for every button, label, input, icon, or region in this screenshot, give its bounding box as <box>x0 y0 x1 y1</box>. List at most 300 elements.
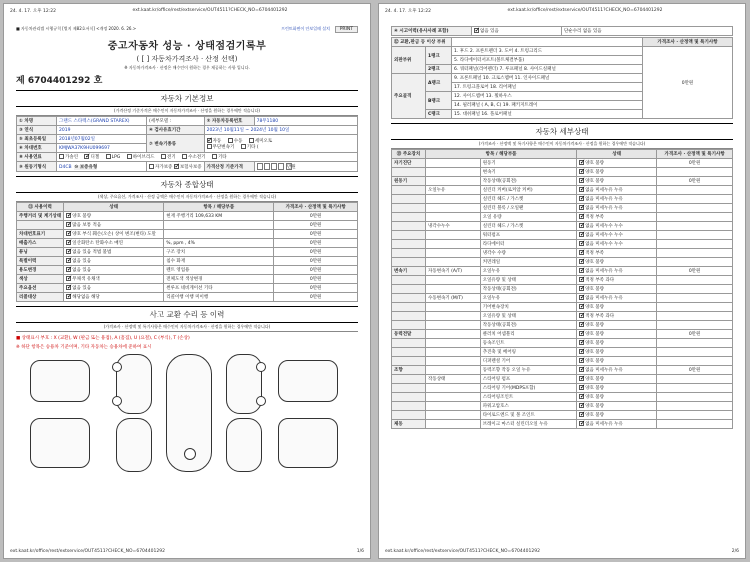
checkbox-checked[interactable] <box>66 231 71 236</box>
row-state-text: 없음 미세누유 누유 <box>585 422 623 427</box>
row-state <box>577 357 657 366</box>
table-row <box>392 330 733 339</box>
row-group <box>392 159 426 168</box>
row-state-text: 양호 불량 <box>585 350 605 355</box>
car-front-view <box>30 360 90 402</box>
price-value: 0만원 <box>688 368 701 373</box>
row-state <box>577 384 657 393</box>
row-item-text: 커먼레일 <box>482 260 501 265</box>
row-price <box>657 240 733 249</box>
row-state-text: 없음 미세누유 누유 <box>585 269 623 274</box>
row-group-text: 원동기 <box>394 179 408 184</box>
row-item <box>480 348 576 357</box>
col-header: 항목 / 해당부품 <box>426 150 577 159</box>
checkbox-checked[interactable] <box>579 169 584 174</box>
row-sub <box>426 204 481 213</box>
checkbox-checked[interactable] <box>174 164 179 169</box>
checkbox-checked[interactable] <box>66 267 71 272</box>
row-price <box>657 168 733 177</box>
checkbox-checked[interactable] <box>66 294 71 299</box>
row-item <box>480 411 576 420</box>
table-row <box>17 293 358 302</box>
checkbox[interactable] <box>182 154 187 159</box>
rank-items: 17. 트렁크플로어 18. 리어패널 <box>452 83 643 92</box>
row-price <box>657 231 733 240</box>
row-state <box>577 321 657 330</box>
row-item-text: 스티어링조인트 <box>482 395 514 400</box>
row-item-text: 렌트 영업용 <box>166 268 190 273</box>
row-group-text: 제동 <box>394 422 403 427</box>
checkbox[interactable] <box>228 138 233 143</box>
row-sub-text: 수동변속기 (M/T) <box>428 296 463 301</box>
row-item <box>480 231 576 240</box>
checkbox-checked[interactable] <box>207 138 212 143</box>
row-state <box>577 276 657 285</box>
row-item <box>480 186 576 195</box>
row-state <box>64 257 164 266</box>
row-group <box>392 420 426 429</box>
row-state <box>64 248 164 257</box>
checkbox-checked[interactable] <box>579 232 584 237</box>
row-price <box>274 257 358 266</box>
row-sub <box>426 240 481 249</box>
row-item <box>480 159 576 168</box>
row-label <box>17 284 64 293</box>
table-row <box>392 294 733 303</box>
row-group <box>392 366 426 375</box>
row-sub <box>426 330 481 339</box>
row-price <box>657 267 733 276</box>
row-sub <box>426 303 481 312</box>
checkbox-checked[interactable] <box>66 249 71 254</box>
checkbox-checked[interactable] <box>579 322 584 327</box>
row-state <box>577 303 657 312</box>
row-group <box>392 258 426 267</box>
form-body <box>16 26 358 478</box>
row-item <box>480 195 576 204</box>
row-label <box>17 239 64 248</box>
row-sub <box>426 393 481 402</box>
page-footer <box>10 549 364 554</box>
reg-no-value: 78무1180 <box>254 117 357 126</box>
checkbox-checked[interactable] <box>579 376 584 381</box>
row-price-text: 0만원 <box>309 232 322 237</box>
checkbox-checked[interactable] <box>579 367 584 372</box>
year-value: 2019 <box>57 126 147 135</box>
exchange-title: ⑫ 교환,판금 등 이상 부위 <box>392 38 452 47</box>
row-item <box>480 402 576 411</box>
row-label-text: 주요옵션 <box>19 286 37 291</box>
checkbox-checked[interactable] <box>579 268 584 273</box>
table-row <box>17 230 358 239</box>
row-item-text: 침수 화재 <box>166 259 186 264</box>
row-item <box>480 249 576 258</box>
row-item-text: 현재 주행거리 109,633 KM <box>166 214 223 219</box>
checkbox-checked[interactable] <box>579 349 584 354</box>
row-state-text: 적정 부족 <box>585 215 605 220</box>
col-header: 상태 <box>577 150 657 159</box>
row-state <box>577 186 657 195</box>
row-item-text: 작동상태(공회전) <box>482 287 517 292</box>
row-item <box>480 168 576 177</box>
row-price <box>657 177 733 186</box>
row-state <box>577 195 657 204</box>
checkbox-checked[interactable] <box>66 240 71 245</box>
footer-url: ext.kaat.kr/office/rest/extservice/OUT4511?CHECK_NO=6704401292 <box>385 549 540 554</box>
checkbox[interactable] <box>161 154 166 159</box>
checkbox-checked[interactable] <box>579 223 584 228</box>
row-item-text: 실린더 블록 / 오일팬 <box>482 206 524 211</box>
checkbox[interactable] <box>249 138 254 143</box>
price-value: 0만원 <box>688 269 701 274</box>
legend-note: ※ 하단 항목은 승용차 기준이며, 기타 자동차는 승용차에 준하여 표시 <box>16 345 152 350</box>
row-price-text: 0만원 <box>309 214 322 219</box>
checkbox-checked[interactable] <box>579 385 584 390</box>
transmission-label: ⑦ 변속기종류 <box>147 135 205 153</box>
table-row <box>17 257 358 266</box>
doc-subtitle: ( [ ] 자동차가격조사 · 산정 선택) <box>136 55 238 63</box>
checkbox-checked[interactable] <box>579 241 584 246</box>
table-row <box>392 375 733 384</box>
table-row <box>392 303 733 312</box>
row-item <box>480 240 576 249</box>
overall-status-table <box>16 202 358 302</box>
detail-status-title: 자동차 세부상태 <box>391 123 733 140</box>
checkbox-checked[interactable] <box>579 358 584 363</box>
table-row <box>392 393 733 402</box>
row-sub <box>426 375 481 384</box>
accident-history-title: 사고 교환 수리 등 이력 <box>16 306 358 323</box>
checkbox-checked[interactable] <box>66 276 71 281</box>
row-state <box>577 258 657 267</box>
table-row <box>392 384 733 393</box>
row-price-text: 0만원 <box>309 286 322 291</box>
row-item-text: 원동기 <box>482 161 496 166</box>
row-state-text: 없음 있음 <box>72 268 92 273</box>
table-row <box>392 168 733 177</box>
row-group <box>392 285 426 294</box>
row-group <box>392 240 426 249</box>
print-button[interactable]: PRINT <box>335 26 358 33</box>
row-sub <box>426 294 481 303</box>
row-state <box>64 266 164 275</box>
row-item <box>480 276 576 285</box>
checkbox-checked[interactable] <box>579 187 584 192</box>
checkbox-checked[interactable] <box>579 286 584 291</box>
table-row <box>392 420 733 429</box>
row-group <box>392 222 426 231</box>
page-number: 2/6 <box>731 549 739 554</box>
row-group <box>392 213 426 222</box>
col-header: 가격조사 · 산정액 및 특기사항 <box>657 150 733 159</box>
row-group <box>392 249 426 258</box>
row-item <box>164 212 274 221</box>
row-state-text: 양호 불량 <box>585 395 605 400</box>
row-sub <box>426 258 481 267</box>
row-group <box>392 411 426 420</box>
row-sub <box>426 168 481 177</box>
doc-notice: ※ 자동차가격조사 · 산정은 매수인이 원하는 경우 제공하는 사항 입니다. <box>124 65 250 70</box>
row-item <box>480 213 576 222</box>
accident-row-label: ④ 시고이력(유사사례 포함) <box>392 27 472 36</box>
row-item-text: 변속기 <box>482 170 496 175</box>
checkbox-checked[interactable] <box>66 285 71 290</box>
row-group <box>392 231 426 240</box>
row-item-text: 오일누유 <box>482 296 501 301</box>
row-item-text: 구조 장치 <box>166 250 186 255</box>
print-url: ext.kaat.kr/office/rest/extservice/OUT4511?CHECK_NO=6704401292 <box>132 8 288 13</box>
rank-items: 9. 프론트패널 10. 크로스멤버 11. 인사이드패널 <box>452 74 643 83</box>
row-group-text: 조향 <box>394 368 403 373</box>
row-price-text: 0만원 <box>309 277 322 282</box>
checkbox-checked[interactable] <box>579 205 584 210</box>
col-header: 가격조사 · 산정액 및 특기사항 <box>643 38 733 47</box>
checkbox-checked[interactable] <box>579 250 584 255</box>
checkbox-checked[interactable] <box>579 340 584 345</box>
row-state <box>577 420 657 429</box>
row-price <box>657 213 733 222</box>
row-item <box>480 321 576 330</box>
row-state-text: 양호 불량 <box>585 170 605 175</box>
row-item <box>480 420 576 429</box>
print-url: ext.kaat.kr/office/rest/extservice/OUT4511?CHECK_NO=6704401292 <box>507 8 663 13</box>
table-row <box>17 248 358 257</box>
print-timestamp: 24. 4. 17. 오후 12:22 <box>10 9 56 14</box>
col-header: 항목 / 해당부품 <box>164 203 274 212</box>
price-basis-label: 가격산정 기준가격 <box>204 162 254 172</box>
row-item-text: 실린더 헤드 / 가스켓 <box>482 224 524 229</box>
checkbox-checked[interactable] <box>66 213 71 218</box>
row-label <box>17 266 64 275</box>
basic-info-title: 자동차 기본정보 <box>16 90 358 107</box>
checkbox-checked[interactable] <box>579 313 584 318</box>
rank-label: A랭크 <box>426 74 452 92</box>
row-state-text: 양호 불량 <box>585 377 605 382</box>
row-price-text: 0만원 <box>309 259 322 264</box>
row-item-text: 실린더 헤드 / 가스켓 <box>482 197 524 202</box>
checkbox-checked[interactable] <box>579 160 584 165</box>
row-sub <box>426 231 481 240</box>
row-price <box>274 293 358 302</box>
row-state-text: 적정 부족 과다 <box>585 314 615 319</box>
rank-items: 15. 대쉬패널 16. 플로어패널 <box>452 110 643 119</box>
checkbox[interactable] <box>207 144 212 149</box>
checkbox-checked[interactable] <box>579 421 584 426</box>
row-group <box>392 303 426 312</box>
rank-items: 1. 후드 2. 프론트펜더 3. 도어 4. 트렁크리드 <box>452 47 643 56</box>
checkbox[interactable] <box>212 154 217 159</box>
table-row <box>392 339 733 348</box>
row-item-text: 기어변속장치 <box>482 305 509 310</box>
row-state <box>64 239 164 248</box>
overall-status-note: (색상, 주요옵션, 가격조사 · 산정 금액은 매수인이 자동차가격조사 · 산정을 원하는 경우에만 적습니다) <box>16 193 358 202</box>
checkbox-checked[interactable] <box>579 331 584 336</box>
checkbox-checked[interactable] <box>579 277 584 282</box>
rank-label: 2랭크 <box>426 65 452 74</box>
row-price <box>657 222 733 231</box>
table-row <box>392 177 733 186</box>
row-state-text: 없음 있음 <box>72 286 92 291</box>
checkbox-checked[interactable] <box>579 394 584 399</box>
row-item <box>480 375 576 384</box>
table-row <box>17 212 358 221</box>
row-sub <box>426 213 481 222</box>
row-state-text: 일산화탄소 탄화수소 매연 <box>72 241 123 246</box>
inspection-period-value: 2023년 10월11일 ~ 2024년 10월 10일 <box>204 126 357 135</box>
checkbox-checked[interactable] <box>579 304 584 309</box>
checkbox[interactable] <box>241 144 246 149</box>
row-price <box>657 321 733 330</box>
row-item <box>480 258 576 267</box>
row-sub-text: 냉각수누수 <box>428 224 450 229</box>
car-rear-view <box>278 360 338 402</box>
row-state-text: 무채색 유채색 <box>72 277 100 282</box>
row-item-text: 브레이크 마스터 실린더오일 누유 <box>482 422 548 427</box>
checkbox-checked[interactable] <box>579 295 584 300</box>
row-state-text: 해당없음 해당 <box>72 295 100 300</box>
checkbox-checked[interactable] <box>579 259 584 264</box>
row-state-text: 없음 미세누유 누유 <box>585 368 623 373</box>
checkbox-checked[interactable] <box>474 28 479 33</box>
first-reg-value: 2018년07월02일 <box>57 135 147 144</box>
table-row <box>392 159 733 168</box>
car-underbody-left <box>116 418 152 472</box>
row-sub <box>426 267 481 276</box>
vin-value: KMJWA37K9HU099697 <box>57 144 147 153</box>
form-note: ■ 자동차관리법 시행규칙 [별지 제82호서식] <개정 2020. 6. 26.> <box>16 26 137 31</box>
row-group <box>392 402 426 411</box>
row-state <box>577 348 657 357</box>
rank-items: 6. 쿼터패널(리어펜더) 7. 루프패널 8. 사이드실패널 <box>452 65 643 74</box>
row-item-text: 오일유량 및 상태 <box>482 278 517 283</box>
table-row <box>17 266 358 275</box>
rank-items: 12. 사이드멤버 13. 휠하우스 <box>452 92 643 101</box>
basic-info-table <box>16 116 358 172</box>
row-item <box>164 275 274 284</box>
row-state <box>577 222 657 231</box>
detail-status-note: (가격조사 · 산정액 및 특기사항은 매수인이 자동차가격조사 · 산정을 원하는 경우에만 적습니다) <box>391 140 733 149</box>
row-group <box>392 177 426 186</box>
row-price <box>274 284 358 293</box>
main-frame-label: 주요골격 <box>392 74 426 119</box>
row-item-text: 썬루프 네비게이션 기타 <box>166 286 213 291</box>
car-name-value: 그랜드 스타렉스(GRAND STAREX) <box>57 117 147 126</box>
row-state <box>64 221 164 230</box>
row-price <box>657 294 733 303</box>
checkbox-checked[interactable] <box>579 403 584 408</box>
doc-number: 제 6704401292 호 <box>16 76 103 86</box>
row-item-text: 추진축 및 베어링 <box>482 350 517 355</box>
row-item-text: 라디에이터 <box>482 242 505 247</box>
row-sub-text: 오일누유 <box>428 188 446 193</box>
row-item <box>164 284 274 293</box>
table-row <box>392 204 733 213</box>
row-item-text: 타이로드엔드 및 볼 조인트 <box>482 413 535 418</box>
row-state <box>64 230 164 239</box>
row-group <box>392 204 426 213</box>
row-price-text: 0만원 <box>309 295 322 300</box>
row-item-text: 워터펌프 <box>482 233 501 238</box>
checkbox[interactable] <box>59 154 64 159</box>
wheel <box>256 396 266 406</box>
row-item <box>480 222 576 231</box>
print-install-link[interactable]: 프린트화면이 안보일때 설치 <box>281 26 330 31</box>
row-state-text: 많음 보통 적음 <box>72 223 102 228</box>
row-sub <box>426 366 481 375</box>
row-price <box>657 420 733 429</box>
checkbox-checked[interactable] <box>66 258 71 263</box>
wheel <box>256 362 266 372</box>
row-group-text: 자기진단 <box>394 161 412 166</box>
row-state-text: 양호 불량 <box>585 341 605 346</box>
row-price <box>274 230 358 239</box>
col-header: 상태 <box>64 203 164 212</box>
legend-codes: ■ 상태표시 부호 : X (교환), W (판금 또는 용접), A (흠집), U (요철), C (부식), T (손상) <box>16 336 190 341</box>
row-group <box>392 267 426 276</box>
row-state-text: 없음 미세누유 누유 <box>585 296 623 301</box>
row-price-text: 0만원 <box>309 223 322 228</box>
row-item-text: 등속조인트 <box>482 341 505 346</box>
row-price <box>274 239 358 248</box>
row-sub <box>426 348 481 357</box>
row-group <box>392 186 426 195</box>
row-label <box>17 221 64 230</box>
rank-items: 5. 라디에이터서포트(볼트체결부품) <box>452 56 643 65</box>
row-state-text: 적정 부족 <box>585 251 605 256</box>
wheel <box>112 396 122 406</box>
row-price <box>657 384 733 393</box>
row-sub <box>426 249 481 258</box>
checkbox-checked[interactable] <box>579 178 584 183</box>
row-group <box>392 195 426 204</box>
doc-title: 중고자동차 성능 · 상태점검기록부 <box>107 41 267 52</box>
table-row <box>392 285 733 294</box>
row-state-text: 양호 불량 <box>72 214 92 219</box>
table-row <box>392 231 733 240</box>
checkbox-checked[interactable] <box>579 214 584 219</box>
row-price <box>274 248 358 257</box>
row-label-text: 차대번호표기 <box>19 232 46 237</box>
row-item-text: 실린더 커버(로커암 커버) <box>482 188 533 193</box>
checkbox-checked[interactable] <box>66 222 71 227</box>
row-group <box>392 312 426 321</box>
checkbox-checked[interactable] <box>579 412 584 417</box>
checkbox-checked[interactable] <box>579 196 584 201</box>
row-label-text: 색상 <box>19 277 28 282</box>
table-row <box>392 267 733 276</box>
checkbox-checked[interactable] <box>84 154 89 159</box>
table-row <box>392 240 733 249</box>
table-row <box>392 258 733 267</box>
checkbox[interactable] <box>106 154 111 159</box>
car-diagram <box>16 352 358 478</box>
detail-status-table <box>391 149 733 429</box>
page-header <box>385 8 739 14</box>
checkbox[interactable] <box>127 154 132 159</box>
row-sub <box>426 159 481 168</box>
row-sub <box>426 222 481 231</box>
row-label <box>17 248 64 257</box>
car-underbody-right <box>226 418 262 472</box>
row-state <box>577 393 657 402</box>
row-state <box>577 411 657 420</box>
row-item <box>164 266 274 275</box>
table-row <box>17 221 358 230</box>
checkbox[interactable] <box>149 164 154 169</box>
row-item <box>480 267 576 276</box>
table-row <box>17 239 358 248</box>
row-price <box>657 366 733 375</box>
